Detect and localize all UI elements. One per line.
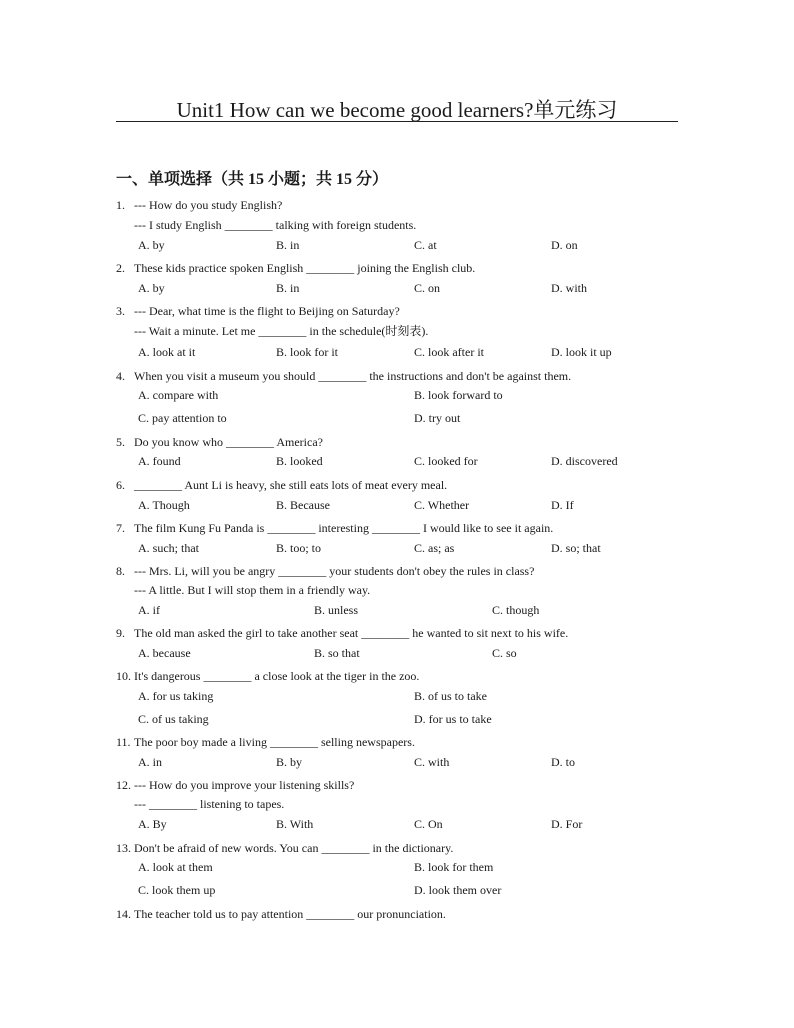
option-c: C. so bbox=[492, 646, 517, 660]
option-b: B. so that bbox=[314, 646, 360, 660]
option-c: C. On bbox=[414, 817, 443, 831]
question-7-line-1: 7. The film Kung Fu Panda is ________ interesting ________ I would like to see it again. bbox=[116, 521, 554, 535]
question-1-line-2: --- I study English ________ talking with foreign students. bbox=[134, 218, 417, 232]
option-c: C. of us taking bbox=[138, 712, 209, 726]
question-9-line-1: 9. The old man asked the girl to take another seat ________ he wanted to sit next to his wife. bbox=[116, 626, 569, 640]
document-title: Unit1 How can we become good learners?单元练习 bbox=[176, 98, 618, 122]
option-a: A. compare with bbox=[138, 388, 219, 402]
option-a: A. for us taking bbox=[138, 689, 214, 703]
option-b: B. too; to bbox=[276, 541, 322, 555]
option-a: A. look at them bbox=[138, 860, 213, 874]
option-d: D. to bbox=[551, 755, 575, 769]
option-d: D. If bbox=[551, 498, 574, 512]
option-b: B. looked bbox=[276, 454, 323, 468]
question-11-line-1: 11. The poor boy made a living ________ selling newspapers. bbox=[116, 735, 415, 749]
option-d: D. try out bbox=[414, 411, 461, 425]
option-a: A. such; that bbox=[138, 541, 199, 555]
option-b: B. unless bbox=[314, 603, 359, 617]
option-b: B. of us to take bbox=[414, 689, 487, 703]
question-6-line-1: 6. ________ Aunt Li is heavy, she still eats lots of meat every meal. bbox=[116, 478, 448, 492]
option-c: C. with bbox=[414, 755, 450, 769]
option-b: B. in bbox=[276, 281, 300, 295]
option-b: B. look forward to bbox=[414, 388, 503, 402]
option-c: C. at bbox=[414, 238, 437, 252]
option-c: C. Whether bbox=[414, 498, 470, 512]
question-12-line-1: 12. --- How do you improve your listening skills? bbox=[116, 778, 355, 792]
option-a: A. found bbox=[138, 454, 181, 468]
option-c: C. on bbox=[414, 281, 441, 295]
section-heading: 一、单项选择（共 15 小题；共 15 分） bbox=[116, 171, 389, 188]
question-5-line-1: 5. Do you know who ________ America? bbox=[116, 435, 323, 449]
option-a: A. Though bbox=[138, 498, 190, 512]
option-b: B. look for them bbox=[414, 860, 494, 874]
question-14-line-1: 14. The teacher told us to pay attention ________ our pronunciation. bbox=[116, 907, 446, 921]
option-d: D. look them over bbox=[414, 883, 502, 897]
option-d: D. for us to take bbox=[414, 712, 492, 726]
option-d: D. with bbox=[551, 281, 587, 295]
option-b: B. With bbox=[276, 817, 314, 831]
question-12-line-2: --- ________ listening to tapes. bbox=[134, 797, 285, 811]
question-10-line-1: 10. It's dangerous ________ a close look at the tiger in the zoo. bbox=[116, 669, 420, 683]
option-c: C. look them up bbox=[138, 883, 216, 897]
option-b: B. by bbox=[276, 755, 303, 769]
question-1-line-1: 1. --- How do you study English? bbox=[116, 198, 283, 212]
question-8-line-2: --- A little. But I will stop them in a friendly way. bbox=[134, 583, 371, 597]
option-c: C. looked for bbox=[414, 454, 478, 468]
option-a: A. By bbox=[138, 817, 167, 831]
option-d: D. look it up bbox=[551, 345, 612, 359]
question-3-line-2: --- Wait a minute. Let me ________ in the schedule(时刻表). bbox=[134, 324, 429, 338]
question-2-line-1: 2. These kids practice spoken English ________ joining the English club. bbox=[116, 261, 476, 275]
question-8-line-1: 8. --- Mrs. Li, will you be angry ________ your students don't obey the rules in class? bbox=[116, 564, 535, 578]
option-b: B. look for it bbox=[276, 345, 338, 359]
title-underline bbox=[116, 121, 678, 122]
option-d: D. For bbox=[551, 817, 583, 831]
option-b: B. in bbox=[276, 238, 300, 252]
option-c: C. look after it bbox=[414, 345, 484, 359]
option-a: A. by bbox=[138, 238, 165, 252]
option-a: A. in bbox=[138, 755, 162, 769]
question-4-line-1: 4. When you visit a museum you should ________ the instructions and don't be against them. bbox=[116, 369, 572, 383]
option-a: A. because bbox=[138, 646, 191, 660]
option-d: D. discovered bbox=[551, 454, 618, 468]
option-d: D. so; that bbox=[551, 541, 601, 555]
option-c: C. though bbox=[492, 603, 540, 617]
question-13-line-1: 13. Don't be afraid of new words. You can ________ in the dictionary. bbox=[116, 841, 454, 855]
option-a: A. if bbox=[138, 603, 160, 617]
option-a: A. by bbox=[138, 281, 165, 295]
option-c: C. pay attention to bbox=[138, 411, 227, 425]
option-b: B. Because bbox=[276, 498, 330, 512]
option-d: D. on bbox=[551, 238, 578, 252]
question-3-line-1: 3. --- Dear, what time is the flight to Beijing on Saturday? bbox=[116, 304, 400, 318]
option-a: A. look at it bbox=[138, 345, 196, 359]
option-c: C. as; as bbox=[414, 541, 455, 555]
